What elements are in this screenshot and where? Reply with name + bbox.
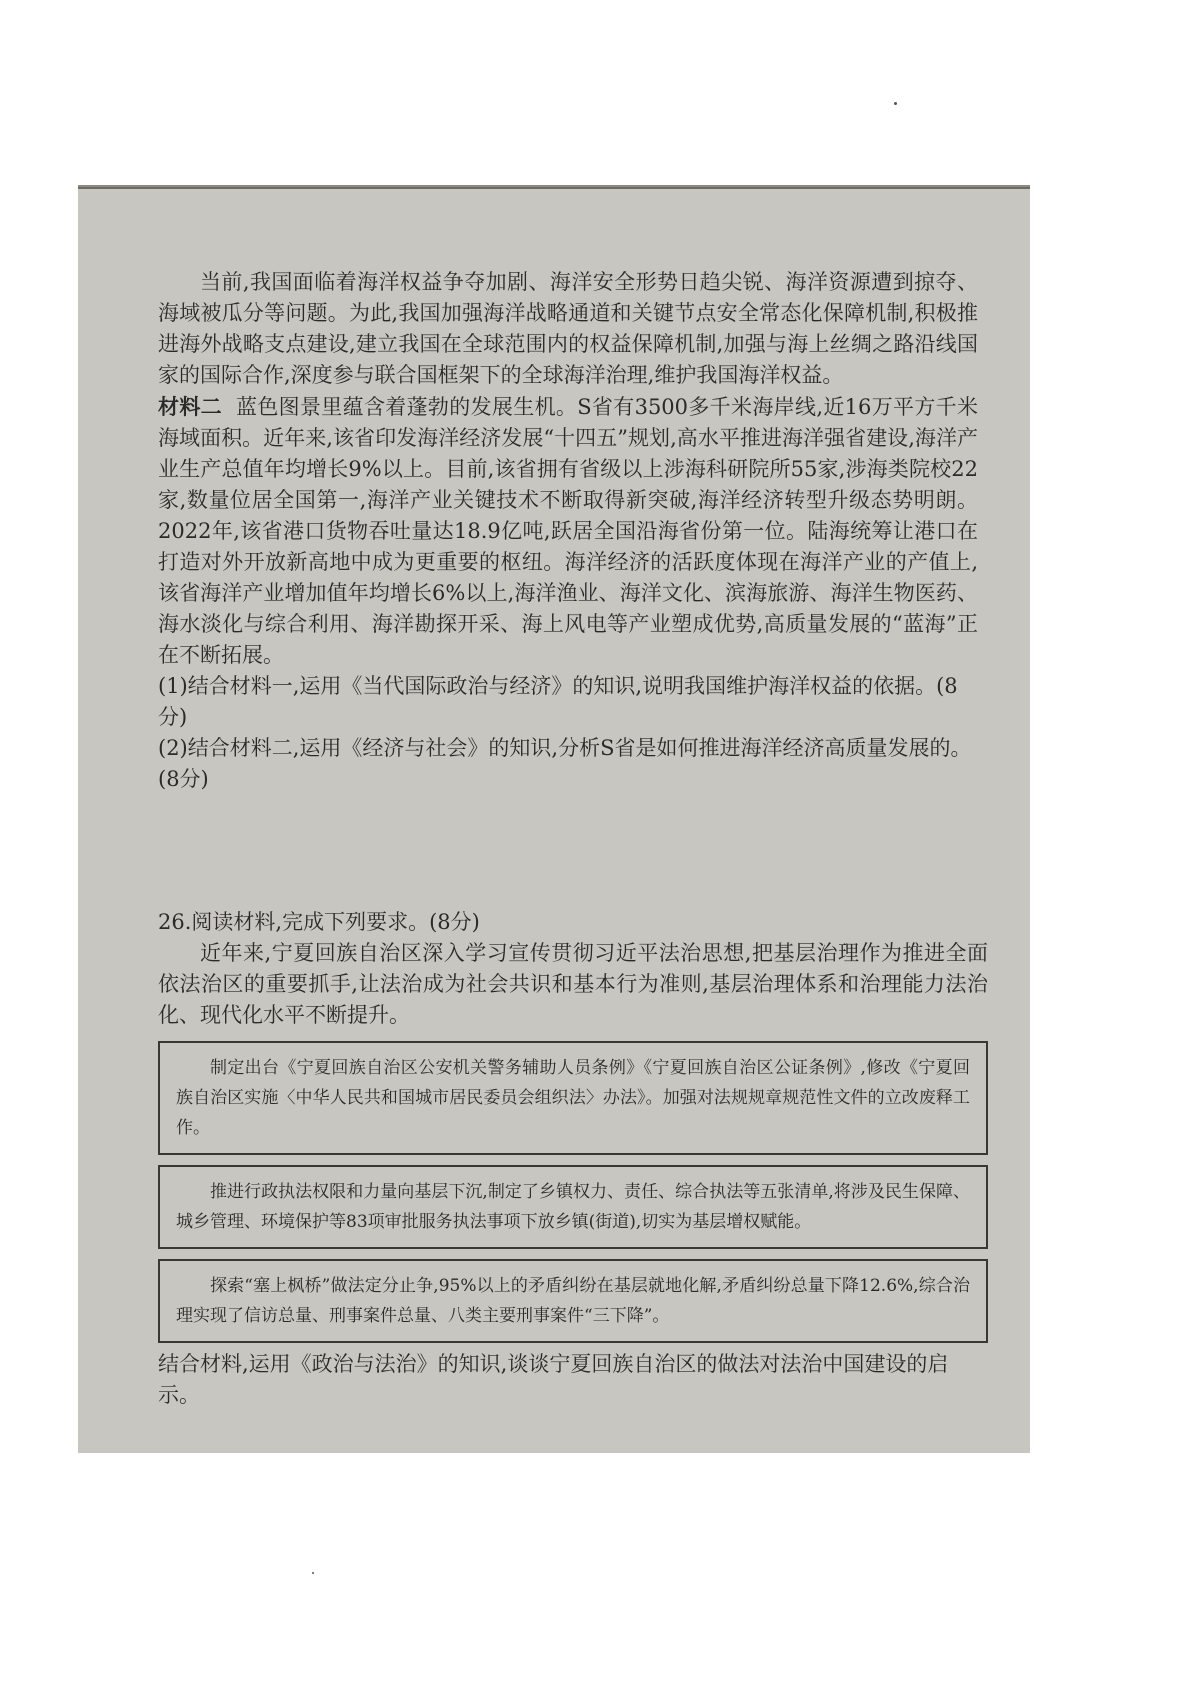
measure-box-2: 推进行政执法权限和力量向基层下沉,制定了乡镇权力、责任、综合执法等五张清单,将涉及民生保障、城乡管理、环境保护等83项审批服务执法事项下放乡镇(街道),切实为基层增权赋能。 [158, 1165, 988, 1249]
question-26-heading: 26.阅读材料,完成下列要求。(8分) [158, 910, 480, 934]
question-26-intro: 近年来,宁夏回族自治区深入学习宣传贯彻习近平法治思想,把基层治理作为推进全面依法治区的重要抓手,让法治成为社会共识和基本行为准则,基层治理体系和治理能力法治化、现代化水平不断提升。 [158, 941, 988, 1027]
material-two-text: 蓝色图景里蕴含着蓬勃的发展生机。S省有3500多千米海岸线,近16万平方千米海域面积。近年来,该省印发海洋经济发展“十四五”规划,高水平推进海洋强省建设,海洋产业生产总值年均增长9%以上。目前,该省拥有省级以上涉海科研院所55家,涉海类院校22家,数量位居全国第一,海洋产业关键技术不断取得新突破,海洋经济转型升级态势明朗。2022年,该省港口货物吞吐量达18.9亿吨,跃居全国沿海省份第一位。陆海统筹让港口在打造对外开放新高地中成为更重要的枢纽。海洋经济的活跃度体现在海洋产业的产值上,该省海洋产业增加值年均增长6%以上,海洋渔业、海洋文化、滨海旅游、海洋生物医药、海水淡化与综合利用、海洋勘探开采、海上风电等产业塑成优势,高质量发展的“蓝海”正在不断拓展。 [158, 395, 978, 667]
material-one-paragraph: 当前,我国面临着海洋权益争夺加剧、海洋安全形势日趋尖锐、海洋资源遭到掠夺、海域被瓜分等问题。为此,我国加强海洋战略通道和关键节点安全常态化保障机制,积极推进海外战略支点建设,建立我国在全球范围内的权益保障机制,加强与海上丝绸之路沿线国家的国际合作,深度参与联合国框架下的全球海洋治理,维护我国海洋权益。 [158, 270, 978, 387]
question-26-prompt: 结合材料,运用《政治与法治》的知识,谈谈宁夏回族自治区的做法对法治中国建设的启示。 [158, 1352, 949, 1407]
measure-box-1: 制定出台《宁夏回族自治区公安机关警务辅助人员条例》《宁夏回族自治区公证条例》,修改《宁夏回族自治区实施〈中华人民共和国城市居民委员会组织法〉办法》。加强对法规规章规范性文件的立改废释工作。 [158, 1041, 988, 1155]
exam-page [78, 185, 1030, 1453]
scan-speck [894, 102, 897, 105]
scan-speck [312, 1572, 314, 1574]
page-top-edge [78, 187, 1030, 189]
question-25-part-1: (1)结合材料一,运用《当代国际政治与经济》的知识,说明我国维护海洋权益的依据。(8分) [158, 674, 958, 729]
question-25-block [158, 267, 978, 795]
question-25-part-2: (2)结合材料二,运用《经济与社会》的知识,分析S省是如何推进海洋经济高质量发展的。(8分) [158, 736, 972, 791]
material-two-paragraph [158, 391, 978, 671]
material-two-label: 材料二 [158, 394, 222, 419]
measure-box-3: 探索“塞上枫桥”做法定分止争,95%以上的矛盾纠纷在基层就地化解,矛盾纠纷总量下降12.6%,综合治理实现了信访总量、刑事案件总量、八类主要刑事案件“三下降”。 [158, 1259, 988, 1343]
question-26-block [158, 907, 988, 1411]
